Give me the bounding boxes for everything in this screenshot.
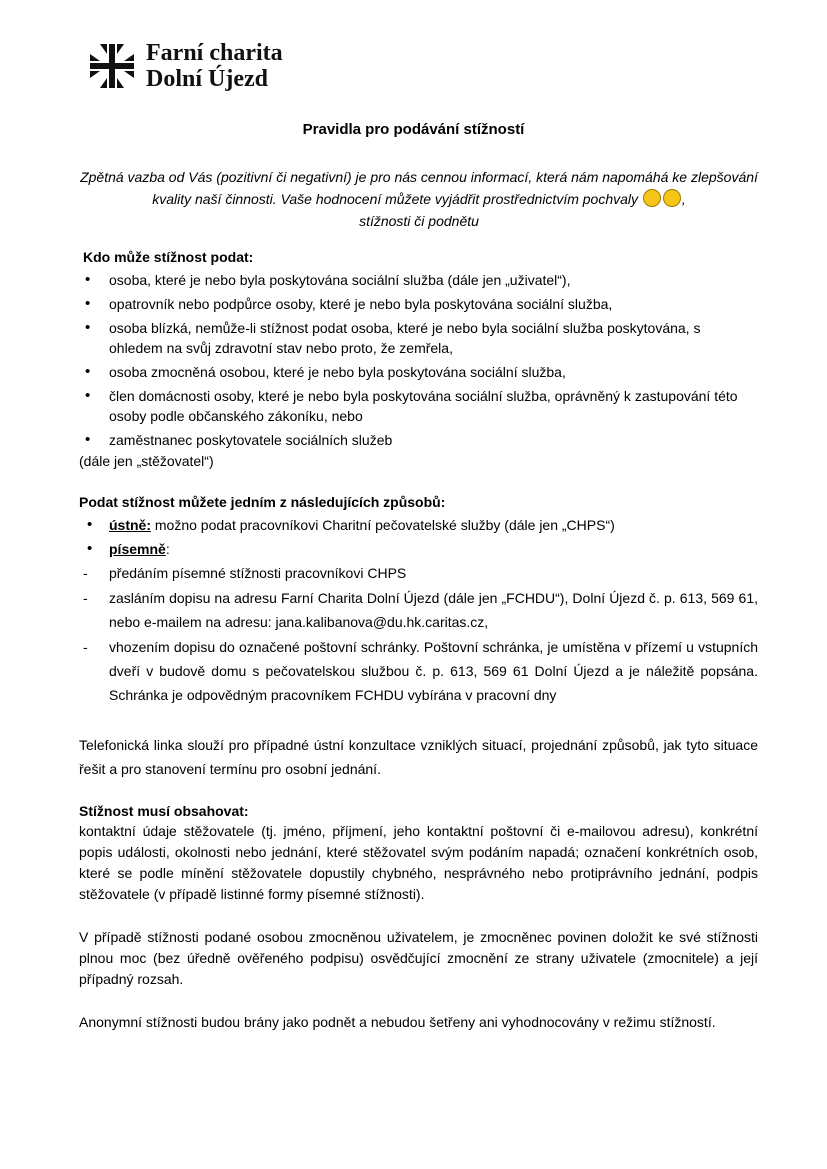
caritas-cross-icon	[88, 42, 136, 90]
written-methods-list	[79, 561, 758, 707]
intro-text: Zpětná vazba od Vás (pozitivní či negativní) je pro nás cennou informací, která nám napomáhá ke zlepšování kvality naší činnosti. Vaše hodnocení můžete vyjádřit prostřednictvím pochvaly	[80, 169, 758, 207]
who-footer: (dále jen „stěžovatel“)	[79, 453, 214, 469]
written-colon: :	[165, 541, 170, 557]
oral-text: možno podat pracovníkovi Charitní pečovatelské služby (dále jen „CHPS“)	[151, 517, 615, 533]
list-item: • opatrovník nebo podpůrce osoby, které je nebo byla poskytována sociální služba,	[79, 294, 758, 314]
anonymous-paragraph: Anonymní stížnosti budou brány jako podnět a nebudou šetřeny ani vyhodnocovány v režimu stížností.	[79, 1014, 716, 1030]
how-list	[79, 513, 758, 561]
phone-paragraph: Telefonická linka slouží pro případné ústní konzultace vzniklých situací, projednání způsobů, jak tyto situace řešit a pro stanovení termínu pro osobní jednání.	[79, 737, 758, 777]
list-item: • zaměstnanec poskytovatele sociálních služeb	[79, 430, 758, 450]
document-title: Pravidla pro podávání stížností	[302, 121, 525, 138]
list-item: • osoba blízká, nemůže-li stížnost podat osoba, které je nebo byla sociální služba poskytována, s ohledem na svůj zdravotní stav nebo proto, že zemřela,	[79, 318, 758, 358]
oral-label: ústně:	[109, 517, 151, 533]
list-item: - zasláním dopisu na adresu Farní Charita Dolní Újezd (dále jen „FCHDU“), Dolní Újezd č. p. 613, 569 61, nebo e-mailem na adresu: jana.kalibanova@du.hk.caritas.cz,	[79, 586, 758, 634]
document-body	[79, 246, 758, 1033]
list-item-written	[79, 537, 758, 561]
list-item: - vhozením dopisu do označené poštovní schránky. Poštovní schránka, je umístěna v přízemí u vstupních dveří v budově domu s pečovatelskou službou č. p. 613, 569 61 Dolní Újezd a je náležitě popsána. Schránka je odpovědným pracovníkem FCHDU vybírána v pracovní dny	[79, 635, 758, 707]
smiley-icon	[663, 189, 681, 207]
list-item-oral	[79, 513, 758, 537]
list-item: • člen domácnosti osoby, které je nebo byla poskytována sociální služba, oprávněný k zastupování této osoby podle občanského zákoníku, nebo	[79, 386, 758, 426]
intro-paragraph	[79, 166, 759, 232]
logo-line-1: Farní charita	[146, 40, 283, 66]
smiley-icon	[643, 189, 661, 207]
how-heading: Podat stížnost můžete jedním z následujících způsobů:	[79, 494, 446, 510]
who-list	[79, 270, 758, 450]
list-item: - předáním písemné stížnosti pracovníkovi CHPS	[79, 561, 758, 585]
list-item: • osoba zmocněná osobou, které je nebo byla poskytována sociální služba,	[79, 362, 758, 382]
proxy-paragraph: V případě stížnosti podané osobou zmocněnou uživatelem, je zmocněnec povinen doložit ke své stížnosti plnou moc (bez úředně ověřeného podpisu) osvědčující zmocnění ze strany uživatele (zmocnitele) a její případný rozsah.	[79, 929, 758, 987]
logo-text	[146, 40, 283, 92]
written-label: písemně	[109, 541, 166, 557]
intro-comma: ,	[681, 191, 686, 207]
contents-heading: Stížnost musí obsahovat:	[79, 803, 249, 819]
who-heading: Kdo může stížnost podat:	[83, 249, 254, 265]
contents-paragraph: kontaktní údaje stěžovatele (tj. jméno, příjmení, jeho kontaktní poštovní či e-mailovou adresu), konkrétní popis události, okolnosti nebo jednání, které stěžovatel svým podáním napadá; označení konkrétních osob, které se podle mínění stěžovatele dopustily chybného, nesprávného nebo protiprávního jednání, podpis stěžovatele (v případě listinné formy písemné stížnosti).	[79, 823, 758, 902]
list-item: • osoba, které je nebo byla poskytována sociální služba (dále jen „uživatel“),	[79, 270, 758, 290]
charity-logo	[88, 40, 283, 92]
intro-line-3: stížnosti či podnětu	[359, 213, 479, 229]
logo-line-2: Dolní Újezd	[146, 66, 268, 92]
